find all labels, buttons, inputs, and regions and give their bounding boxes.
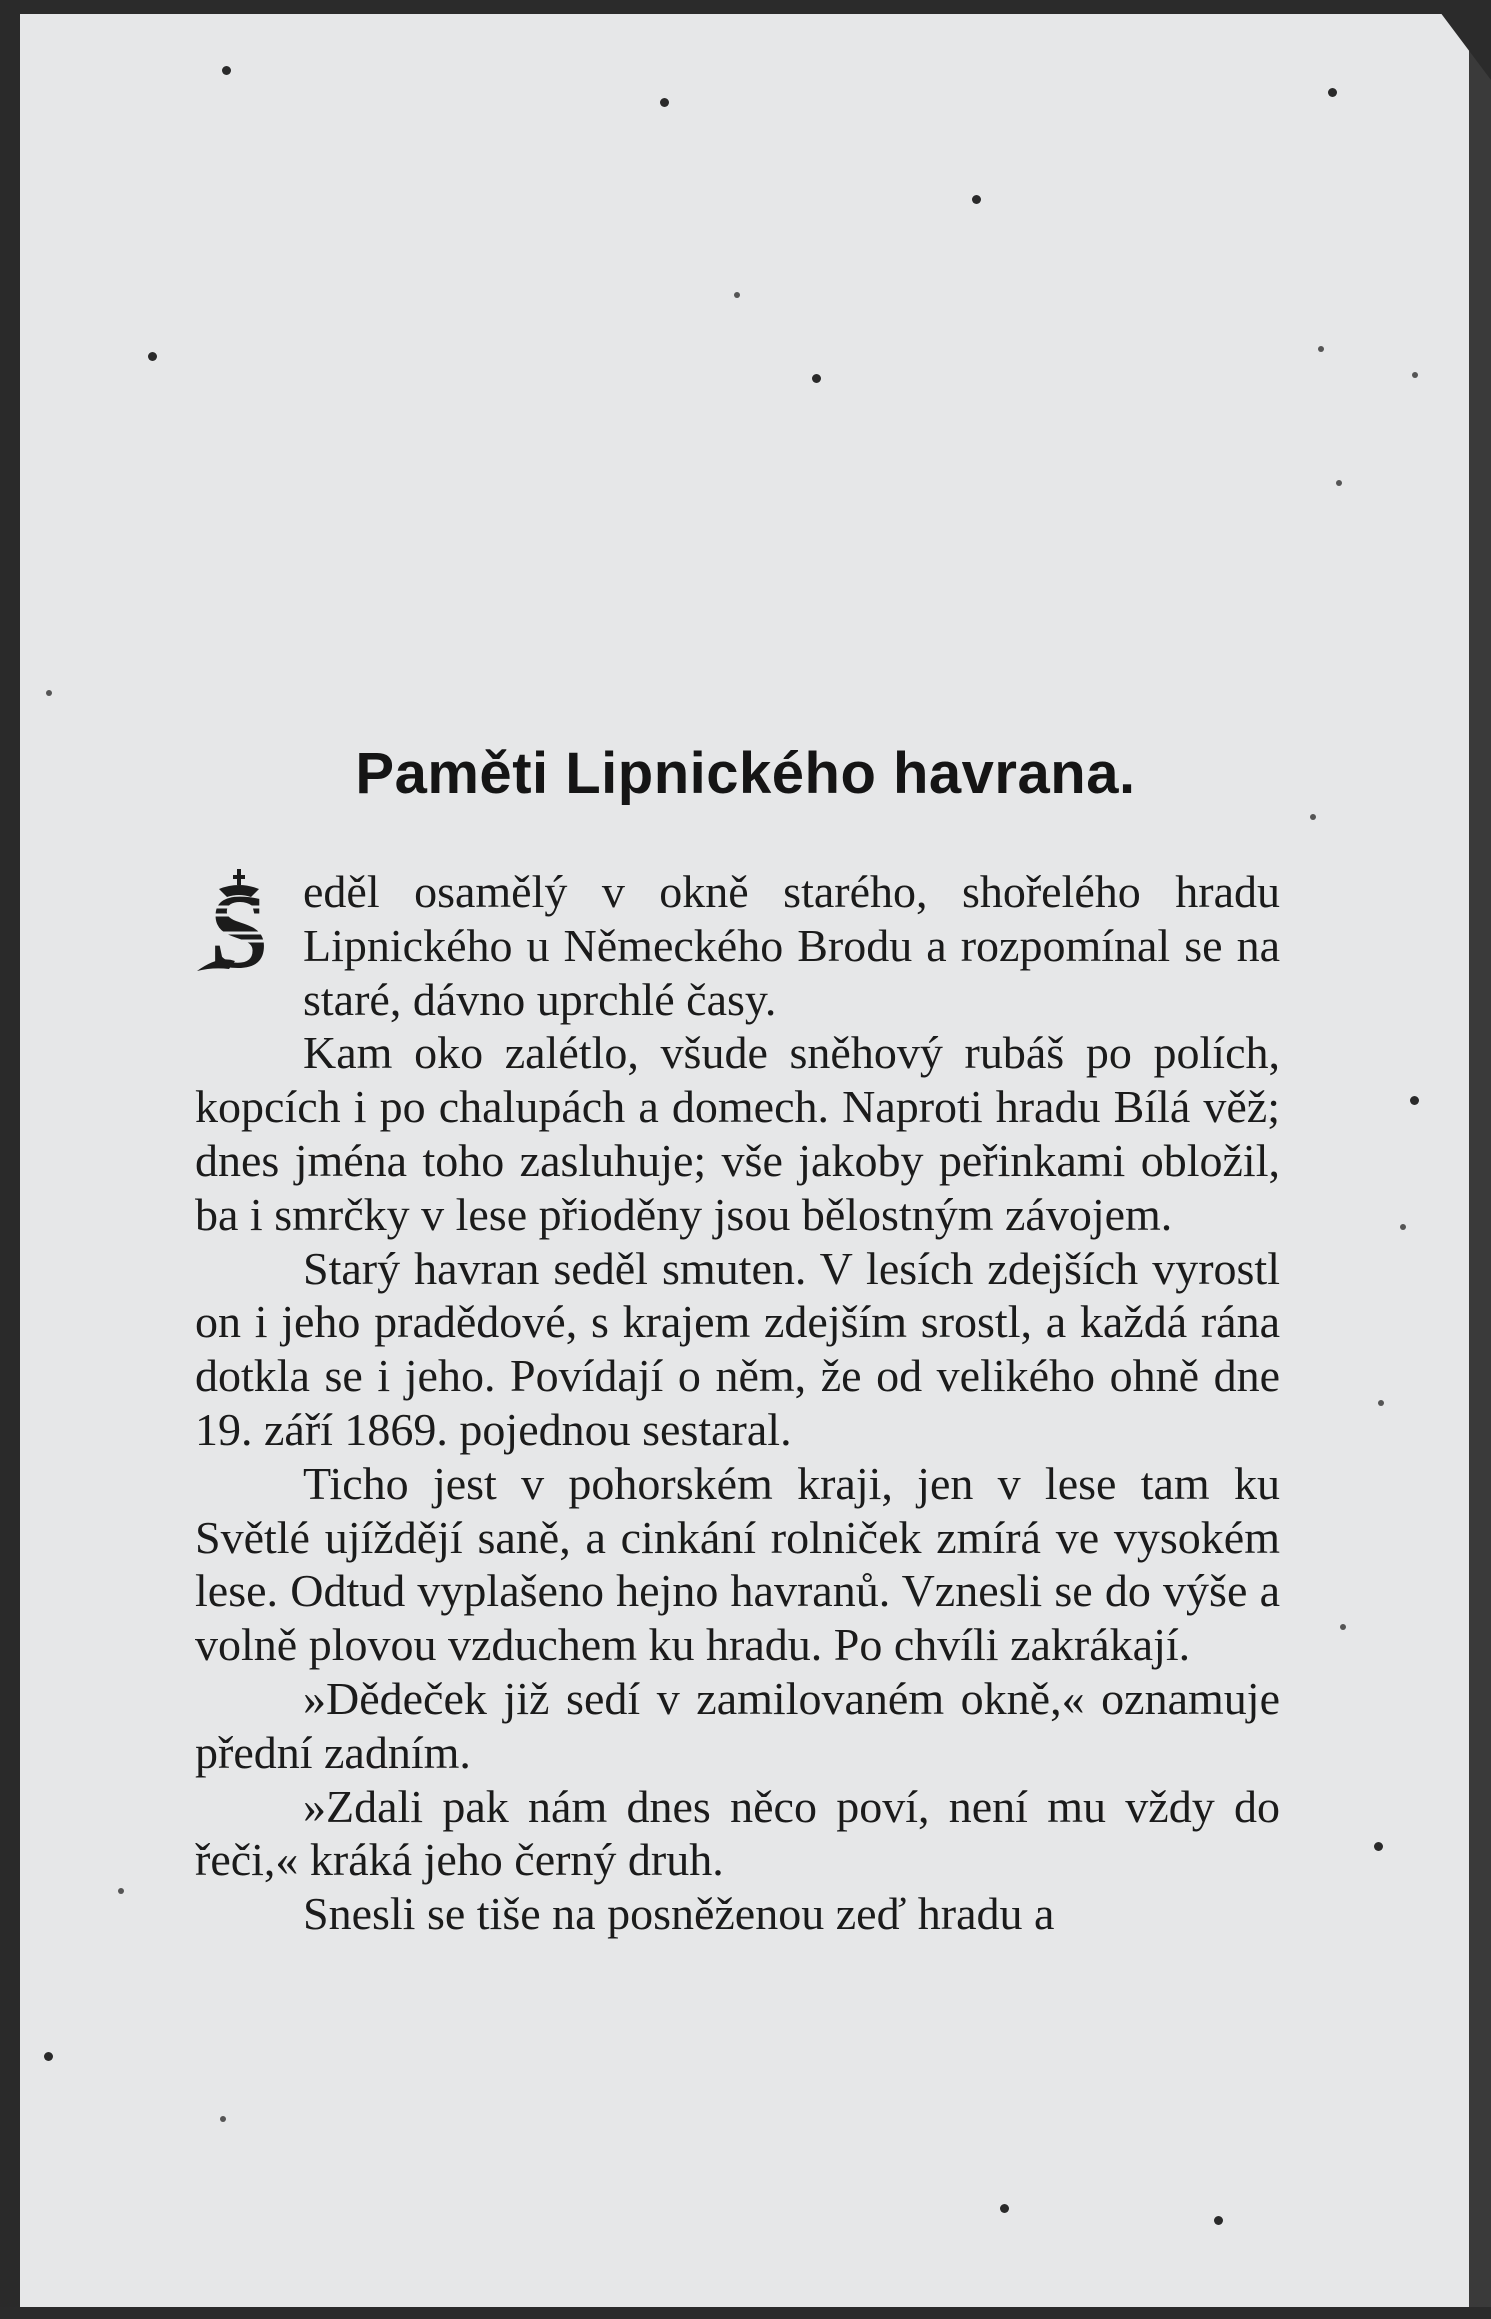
page-edge-left bbox=[0, 0, 20, 2319]
scan-speck bbox=[148, 352, 157, 361]
scan-speck bbox=[812, 374, 821, 383]
dropcap-s-ornament bbox=[189, 867, 289, 977]
page-edge-bottom bbox=[0, 2307, 1491, 2319]
scan-speck bbox=[1336, 480, 1342, 486]
paragraph-text: eděl osamělý v okně starého, shořelého hradu Lipnického u Německého Brodu a rozpomínal se na staré, dávno uprchlé časy. bbox=[303, 866, 1280, 1025]
paragraph: Snesli se tiše na posněženou zeď hradu a bbox=[303, 1888, 1055, 1940]
scan-speck bbox=[222, 66, 231, 75]
scan-speck bbox=[972, 195, 981, 204]
paragraph: Kam oko zalétlo, všude sněhový rubáš po polích, kopcích i po chalupách a domech. Naproti hradu Bílá věž; dnes jména toho zasluhuje; vše jakoby peřinkami obložil, ba i smrčky v lese přioděny jsou bělostným závojem. bbox=[195, 1027, 1280, 1240]
scan-speck bbox=[1328, 88, 1337, 97]
scan-speck bbox=[1410, 1096, 1419, 1105]
scan-speck bbox=[1318, 346, 1324, 352]
dropcap-letter: S bbox=[209, 873, 269, 977]
scan-speck bbox=[1400, 1224, 1406, 1230]
scan-speck bbox=[44, 2052, 53, 2061]
scan-speck bbox=[118, 1888, 124, 1894]
scan-speck bbox=[1378, 1400, 1384, 1406]
chapter-title: Paměti Lipnického havrana. bbox=[355, 741, 1136, 806]
scan-speck bbox=[1214, 2216, 1223, 2225]
scan-speck bbox=[1340, 1624, 1346, 1630]
torn-corner bbox=[1431, 0, 1491, 80]
paragraph bbox=[195, 865, 1280, 1026]
ornamental-dropcap bbox=[189, 867, 289, 977]
paragraph: »Zdali pak nám dnes něco poví, není mu vždy do řeči,« kráká jeho černý druh. bbox=[195, 1780, 1280, 1886]
scan-speck bbox=[1412, 372, 1418, 378]
scan-speck bbox=[220, 2116, 226, 2122]
scan-speck bbox=[660, 98, 669, 107]
body-text bbox=[195, 865, 1280, 1941]
paragraph: »Dědeček již sedí v zamilovaném okně,« oznamuje přední zadním. bbox=[195, 1672, 1280, 1778]
page-edge-right bbox=[1469, 0, 1491, 2319]
scan-speck bbox=[46, 690, 52, 696]
scan-speck bbox=[734, 292, 740, 298]
scan-speck bbox=[1000, 2204, 1009, 2213]
paragraph: Starý havran seděl smuten. V lesích zdejších vyrostl on i jeho pradědové, s krajem zdejším srostl, a každá rána dotkla se i jeho. Povídají o něm, že od velikého ohně dne 19. září 1869. pojednou sestaral. bbox=[195, 1242, 1280, 1455]
paragraph: Ticho jest v pohorském kraji, jen v lese tam ku Světlé ujíždějí saně, a cinkání rolniček zmírá ve vysokém lese. Odtud vyplašeno hejno havranů. Vznesli se do výše a volně plovou vzduchem ku hradu. Po chvíli zakrákají. bbox=[195, 1457, 1280, 1671]
page-edge-top bbox=[0, 0, 1491, 14]
scan-speck bbox=[1310, 814, 1316, 820]
scan-speck bbox=[1374, 1842, 1383, 1851]
